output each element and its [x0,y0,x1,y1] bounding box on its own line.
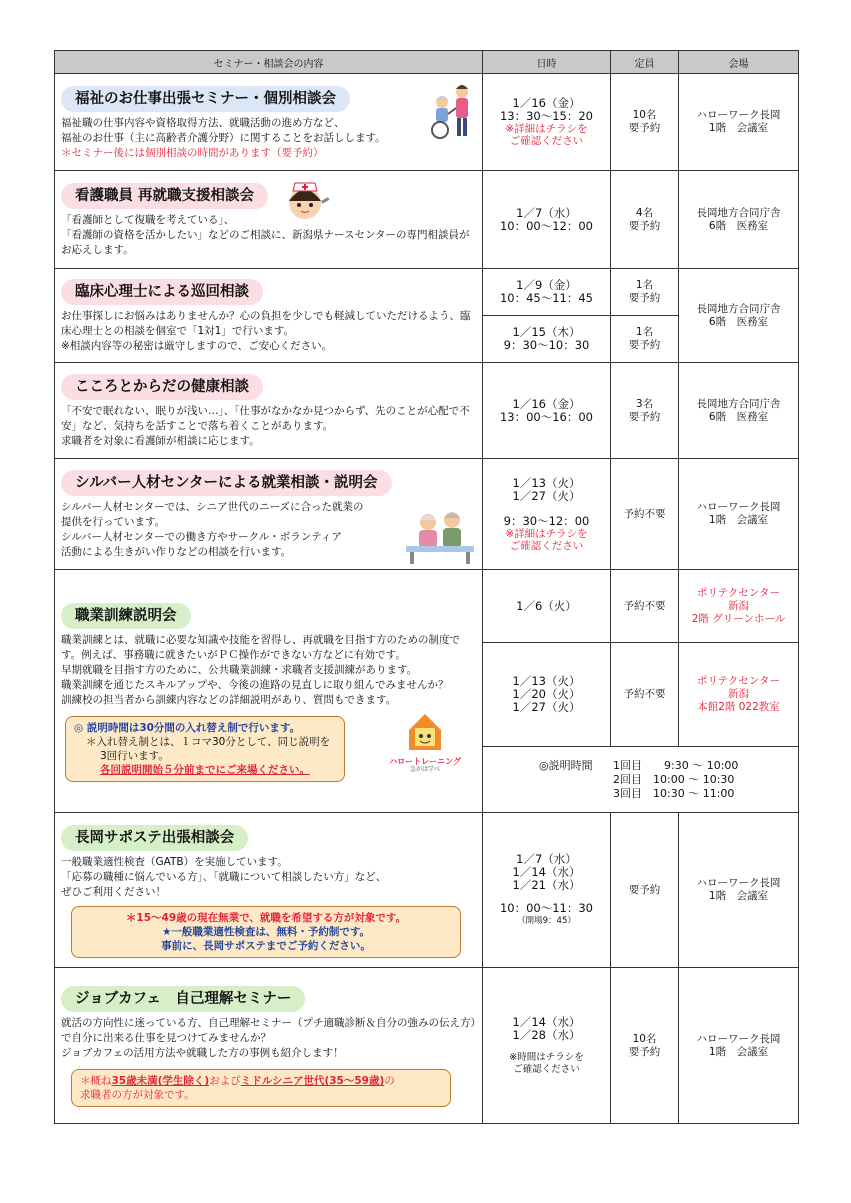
box-text: ★一般職業適性検査は、無料・予約制です。 [161,925,371,938]
header-row [55,51,799,74]
date-text: 1／20（火） [512,687,581,701]
date-text: 1／21（水） [512,877,581,892]
date-note: ※詳細はチラシを [505,527,588,540]
logo-subtext: 急がば学べ [409,765,440,773]
reservation-text: 要予約 [628,292,661,304]
table-row [55,363,799,459]
row-text: 一般職業適性検査（GATB）を実施しています。 [61,855,288,868]
row-text: 求職者を対象に看護師が相談に応じます。 [61,435,260,447]
session-time: 2回目 10:00 ～ 10:30 [613,772,735,786]
box-text-emphasis: ミドルシニア世代(35～59歳) [240,1075,385,1087]
session-times [483,759,798,801]
table-row [55,813,799,968]
date-text: 1／15（木） [512,325,581,339]
row-text: ぜひご利用ください！ [61,885,166,898]
row-text: 「応募の職種に悩んでいる方」、「就職について相談したい方」など、 [61,870,387,883]
date-text: 1／16（金） [512,96,581,110]
venue-name: ハローワーク長岡 [696,1032,781,1045]
open-time-text: （開場9：45） [517,915,576,926]
date-text: 1／14（水） [512,1014,581,1029]
row-title: 長岡サポステ出張相談会 [61,825,248,851]
date-text: 1／27（火） [512,488,581,503]
reservation-text: 予約不要 [623,507,666,520]
capacity-text: 10名 [632,109,657,121]
date-text: 1／7（水） [516,205,577,220]
date-text: 1／13（火） [512,674,581,688]
venue-room: 1階 会議室 [708,890,769,902]
date-text: 1／14（水） [512,864,581,879]
row-text: 「看護師として復職を考えている」、 [61,214,235,226]
row-title: ジョブカフェ 自己理解セミナー [61,986,305,1012]
date-note: ご確認ください [509,539,584,552]
row-text: 福祉職の仕事内容や資格取得方法、就職活動の進め方など、 [61,116,345,129]
time-text: 9：30～12：00 [503,513,590,528]
time-text: 13：30～15：20 [499,109,594,123]
venue-name: ハローワーク長岡 [696,877,781,889]
date-text: 1／16（金） [512,396,581,411]
time-text: 10：00～11：30 [499,900,594,915]
venue-room: 2階 グリーンホール [691,612,786,625]
venue-room: 1階 会議室 [708,1045,769,1058]
logo-text: ハロートレーニング [389,756,461,766]
date-note: ※詳細はチラシを [505,123,588,135]
info-box [71,906,461,958]
capacity-text: 3名 [635,397,654,410]
row-text: 早期就職を目指す方のために、公共職業訓練・求職者支援訓練があります。 [61,663,418,676]
box-text-emphasis: 35歳未満(学生除く) [111,1075,210,1087]
row-title: 職業訓練説明会 [61,603,191,629]
row-text: 職業訓練とは、就職に必要な知識や技能を習得し、再就職を目指す方のための制度です。例えば、事務職に就きたいがＰＣ操作ができない方などに有効です。 [61,633,460,661]
date-text: 1／13（火） [512,475,581,490]
venue-name: 長岡地方合同庁舎 [696,397,781,410]
venue-name: ハローワーク長岡 [696,109,781,121]
row-text: ※相談内容等の秘密は厳守しますので、ご安心ください。 [61,340,333,352]
date-text: 1／9（金） [516,278,577,292]
row-title: 福祉のお仕事出張セミナー・個別相談会 [61,86,350,112]
table-row [55,269,799,316]
venue-name: 新潟 [728,688,749,700]
row-text: 提供を行っています。 [61,516,166,528]
hello-training-mascot-icon [405,712,445,752]
date-note: ※時間はチラシを [509,1051,584,1063]
box-text: 事前に、長岡サポステまでご予約ください。 [161,939,371,952]
row-title: 臨床心理士による巡回相談 [61,279,263,305]
session-times-label: ◎説明時間 [539,758,593,772]
reservation-text: 要予約 [628,883,661,896]
row-text: 「不安で眠れない、眠りが浅い…」、「仕事がなかなか見つからず、先のことが心配で不安」など、気持ちを話すことで落ち着くことがあります。 [61,405,470,432]
nurse-icon [283,179,333,223]
capacity-text: 1名 [635,326,654,338]
row-title: こころとからだの健康相談 [61,374,263,400]
row-title: 看護職員 再就職支援相談会 [61,183,268,209]
row-text: 訓練校の担当者から訓練内容などの詳細説明があり、質問もできます。 [61,693,397,706]
venue-name: ハローワーク長岡 [696,501,781,513]
time-text: 9：30～10：30 [503,338,590,352]
row-text: ジョブカフェの活用方法や就職した方の事例も紹介します！ [61,1047,344,1059]
box-text: ◎ 説明時間は30分間の入れ替え制で行います。 [74,721,301,734]
date-text: 1／27（火） [512,700,581,714]
table-row [55,459,799,570]
date-text: 1／7（水） [516,851,577,866]
row-text: シルバー人材センターでは、シニア世代のニーズに合った就業の [61,501,364,513]
table-row [55,171,799,269]
row-note: ＊セミナー後には個別相談の時間があります（要予約） [61,146,324,159]
hello-training-logo [385,712,465,774]
date-note: ご確認ください [513,1063,580,1075]
reservation-text: 要予約 [628,410,661,423]
venue-name: ポリテクセンター [697,675,780,687]
time-text: 10：45～11：45 [499,291,594,305]
box-text: および [209,1075,241,1087]
header-capacity: 定員 [611,51,679,74]
date-note: ご確認ください [509,135,584,147]
row-text: 福祉のお仕事（主に高齢者介護分野）に関することをお話しします。 [61,131,386,144]
box-text: の [384,1075,395,1087]
venue-name: 長岡地方合同庁舎 [696,302,781,315]
session-time: 1回目 9:30 ～ 10:00 [613,758,739,772]
row-title: シルバー人材センターによる就業相談・説明会 [61,470,392,496]
table-row [55,74,799,171]
venue-room: 1階 会議室 [708,514,769,526]
venue-name: 長岡地方合同庁舎 [696,206,781,219]
capacity-text: 1名 [635,279,654,291]
info-box [65,716,345,782]
capacity-text: 4名 [635,206,654,219]
row-text: 「看護師の資格を活かしたい」などのご相談に、新潟県ナースセンターの専門相談員がお応えします。 [61,229,470,256]
reservation-text: 要予約 [628,122,661,134]
box-text: 各回説明開始５分前までにご来場ください。 [100,763,310,776]
reservation-text: 要予約 [628,339,661,351]
senior-consultation-icon [404,508,476,566]
row-text: 就活の方向性に迷っている方、自己理解セミナー（プチ適職診断＆自分の強みの伝え方）で自分に出来る仕事を見つけてみませんか？ [61,1017,476,1044]
row-text: 職業訓練を通じたスキルアップや、今後の進路の見直しに取り組んでみませんか？ [61,678,449,691]
venue-room: 6階 医務室 [708,315,769,328]
reservation-text: 予約不要 [623,599,666,612]
row-text: お仕事探しにお悩みはありませんか？心の負担を少しでも軽減していただけるよう、臨床心理士との相談を個室で「1対1」で行います。 [61,310,471,337]
date-text: 1／6（火） [516,598,577,613]
table-row [55,570,799,643]
time-text: 13：00～16：00 [499,409,594,424]
box-text: 求職者の方が対象です。 [80,1089,195,1101]
row-text: シルバー人材センターでの働き方やサークル・ボランティア [61,531,342,543]
row-text: 活動による生きがい作りなどの相談を行います。 [61,546,292,558]
header-content: セミナー・相談会の内容 [55,51,483,74]
venue-room: 6階 医務室 [708,410,769,423]
schedule-table [54,50,799,1124]
reservation-text: 要予約 [628,219,661,232]
reservation-text: 予約不要 [623,688,666,700]
header-venue: 会場 [679,51,799,74]
header-date: 日時 [483,51,611,74]
venue-name: 新潟 [728,599,749,612]
info-box [71,1069,451,1107]
table-row [55,968,799,1124]
venue-room: 本館2階 022教室 [697,701,780,713]
caregiver-wheelchair-icon [426,84,476,140]
venue-room: 6階 医務室 [708,219,769,232]
box-text: ＊入れ替え制とは、１コマ30分として、同じ説明を [86,735,331,748]
reservation-text: 要予約 [628,1045,661,1058]
date-text: 1／28（水） [512,1027,581,1042]
box-text: ＊概ね [80,1075,112,1087]
box-text: 3回行います。 [100,749,169,762]
venue-room: 1階 会議室 [708,122,769,134]
time-text: 10：00～12：00 [499,218,594,233]
session-time: 3回目 10:30 ～ 11:00 [613,786,735,800]
capacity-text: 10名 [632,1032,657,1045]
box-text: ＊15～49歳の現在無業で、就職を希望する方が対象です。 [125,911,407,924]
venue-name: ポリテクセンター [697,586,780,599]
